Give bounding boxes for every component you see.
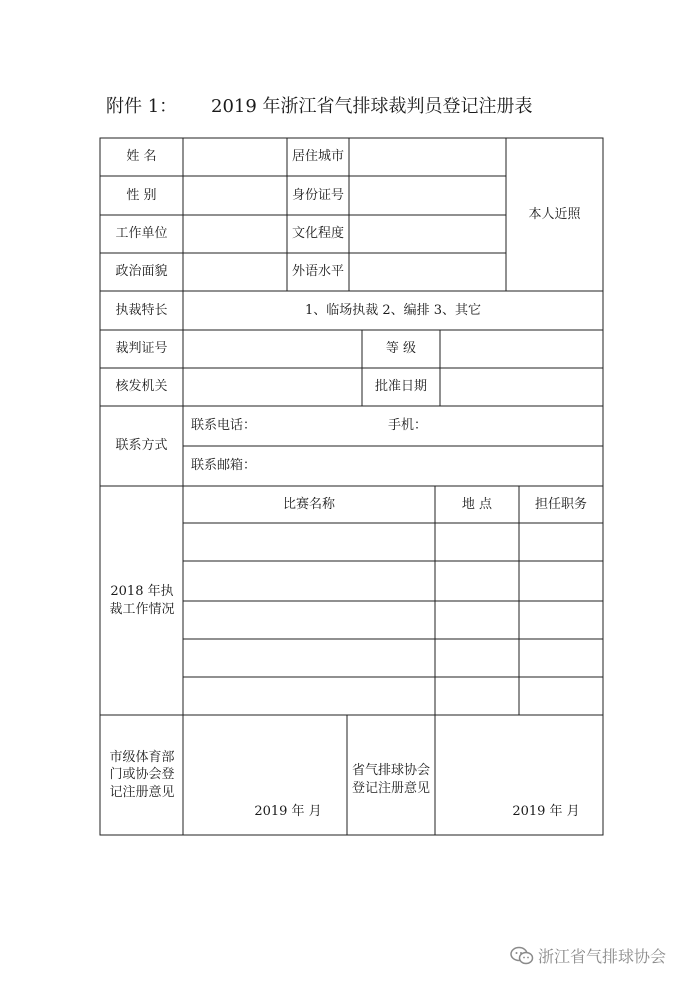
table-row[interactable]: [183, 561, 435, 601]
approval-date-field[interactable]: [440, 368, 603, 406]
watermark: [510, 944, 666, 967]
province-opinion-label: 省气排球协会登记注册意见: [351, 763, 430, 796]
gender-field[interactable]: [183, 176, 287, 215]
annex-label: 附件 1：: [106, 96, 178, 117]
mobile-label: 手机：: [388, 418, 428, 434]
foreign-language-field[interactable]: [349, 253, 506, 291]
contact-label: 联系方式: [115, 438, 168, 454]
education-label: 文化程度: [291, 226, 344, 242]
table-row[interactable]: [183, 677, 435, 715]
city-label: 居住城市: [291, 149, 344, 165]
work-unit-label: 工作单位: [115, 226, 168, 242]
name-field[interactable]: [183, 138, 287, 176]
column-location: 地 点: [461, 496, 493, 512]
work-unit-field[interactable]: [183, 215, 287, 253]
city-opinion-label: 市级体育部门或协会登记注册意见: [109, 749, 175, 800]
table-row[interactable]: [183, 523, 435, 561]
province-opinion-date: 2019 年 月: [512, 804, 580, 820]
wechat-icon: [510, 946, 534, 966]
specialty-label: 执裁特长: [115, 302, 168, 318]
foreign-language-label: 外语水平: [291, 264, 344, 280]
id-number-label: 身份证号: [291, 187, 344, 203]
table-row[interactable]: [183, 601, 435, 639]
email-label: 联系邮箱：: [191, 458, 257, 474]
approval-date-label: 批准日期: [374, 379, 427, 395]
form-title: 2019 年浙江省气排球裁判员登记注册表: [211, 96, 533, 117]
grade-label: 等 级: [385, 341, 417, 357]
certificate-number-label: 裁判证号: [115, 341, 168, 357]
id-number-field[interactable]: [349, 176, 506, 215]
issuer-field[interactable]: [183, 368, 362, 406]
politics-field[interactable]: [183, 253, 287, 291]
city-field[interactable]: [349, 138, 506, 176]
grade-field[interactable]: [440, 330, 603, 368]
work-2018-label: 2018 年执裁工作情况: [109, 583, 175, 617]
issuer-label: 核发机关: [115, 379, 168, 395]
gender-label: 性 别: [126, 187, 157, 203]
column-match-name: 比赛名称: [282, 496, 335, 512]
certificate-number-field[interactable]: [183, 330, 362, 368]
name-label: 姓 名: [126, 149, 157, 165]
phone-label: 联系电话：: [191, 418, 257, 434]
watermark-text: 浙江省气排球协会: [538, 947, 667, 966]
photo-box[interactable]: 本人近照: [528, 206, 581, 222]
table-row[interactable]: [183, 639, 435, 677]
education-field[interactable]: [349, 215, 506, 253]
specialty-options[interactable]: 1、临场执裁 2、编排 3、其它: [304, 302, 482, 318]
column-role: 担任职务: [534, 496, 587, 512]
politics-label: 政治面貌: [115, 264, 168, 280]
city-opinion-date: 2019 年 月: [254, 804, 322, 820]
